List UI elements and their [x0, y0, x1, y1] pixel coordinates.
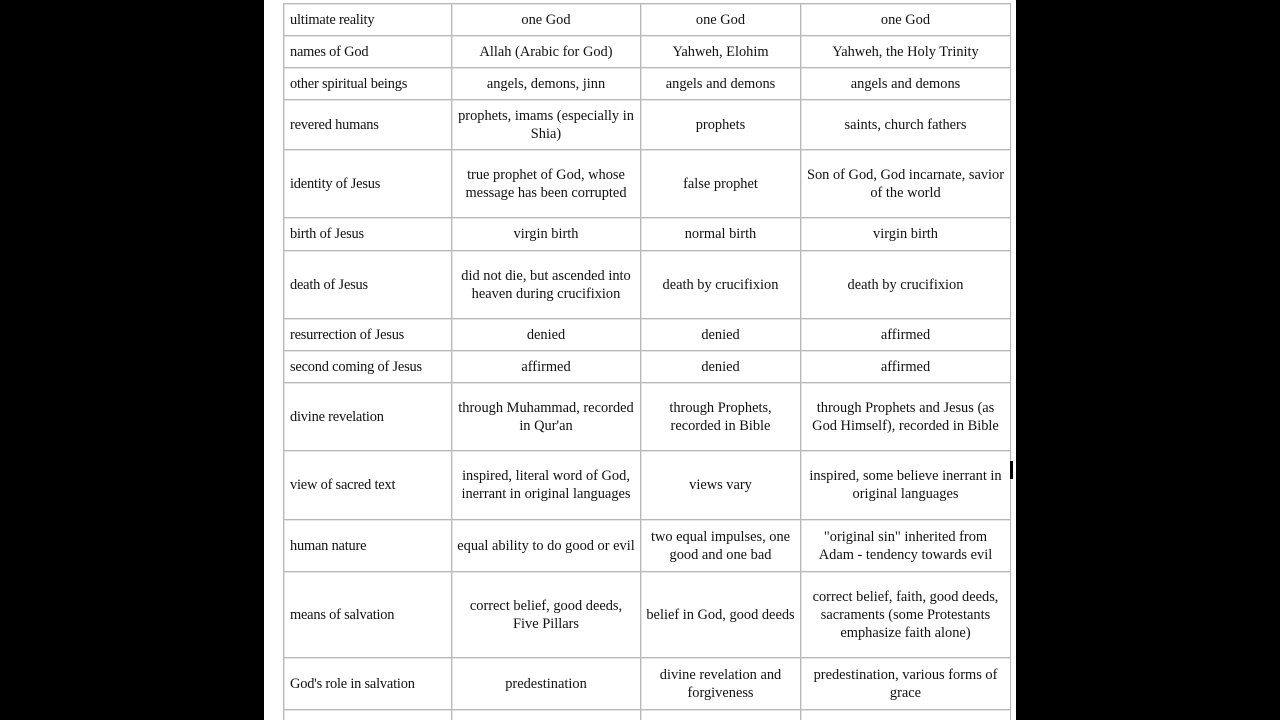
row-label: names of God [284, 36, 452, 68]
islam-cell: correct belief, good deeds, Five Pillars [452, 572, 641, 658]
row-label: God's role in salvation [284, 658, 452, 710]
table-row [284, 4, 1011, 36]
empty-cell [641, 710, 801, 720]
row-label: ultimate reality [284, 4, 452, 36]
text-cursor [1010, 461, 1013, 479]
judaism-cell: divine revelation and forgiveness [641, 658, 801, 710]
judaism-cell: two equal impulses, one good and one bad [641, 520, 801, 572]
judaism-cell: normal birth [641, 218, 801, 251]
table-row [284, 100, 1011, 150]
islam-cell: did not die, but ascended into heaven during crucifixion [452, 251, 641, 319]
christianity-cell: predestination, various forms of grace [801, 658, 1011, 710]
row-label: second coming of Jesus [284, 351, 452, 383]
religion-comparison-table [283, 3, 1011, 720]
judaism-cell: through Prophets, recorded in Bible [641, 383, 801, 451]
document-page [264, 0, 1016, 720]
islam-cell: denied [452, 319, 641, 351]
islam-cell: true prophet of God, whose message has been corrupted [452, 150, 641, 218]
judaism-cell: Yahweh, Elohim [641, 36, 801, 68]
christianity-cell: "original sin" inherited from Adam - tendency towards evil [801, 520, 1011, 572]
islam-cell: equal ability to do good or evil [452, 520, 641, 572]
christianity-cell: virgin birth [801, 218, 1011, 251]
judaism-cell: one God [641, 4, 801, 36]
islam-cell: Allah (Arabic for God) [452, 36, 641, 68]
table-row [284, 572, 1011, 658]
islam-cell: through Muhammad, recorded in Qur'an [452, 383, 641, 451]
table-row [284, 383, 1011, 451]
empty-cell [452, 710, 641, 720]
table-row [284, 319, 1011, 351]
row-label: human nature [284, 520, 452, 572]
judaism-cell: views vary [641, 451, 801, 520]
judaism-cell: denied [641, 319, 801, 351]
christianity-cell: affirmed [801, 319, 1011, 351]
table-row [284, 520, 1011, 572]
table-row [284, 36, 1011, 68]
table-row [284, 351, 1011, 383]
christianity-cell: angels and demons [801, 68, 1011, 100]
judaism-cell: belief in God, good deeds [641, 572, 801, 658]
row-label: divine revelation [284, 383, 452, 451]
christianity-cell: death by crucifixion [801, 251, 1011, 319]
table-row-partial [284, 710, 1011, 720]
table-row [284, 218, 1011, 251]
row-label: other spiritual beings [284, 68, 452, 100]
christianity-cell: Son of God, God incarnate, savior of the world [801, 150, 1011, 218]
empty-cell [801, 710, 1011, 720]
judaism-cell: death by crucifixion [641, 251, 801, 319]
islam-cell: predestination [452, 658, 641, 710]
row-label: revered humans [284, 100, 452, 150]
row-label: means of salvation [284, 572, 452, 658]
table-row [284, 68, 1011, 100]
christianity-cell: inspired, some believe inerrant in original languages [801, 451, 1011, 520]
islam-cell: prophets, imams (especially in Shia) [452, 100, 641, 150]
christianity-cell: correct belief, faith, good deeds, sacraments (some Protestants emphasize faith alone) [801, 572, 1011, 658]
islam-cell: one God [452, 4, 641, 36]
table-row [284, 451, 1011, 520]
table-row [284, 150, 1011, 218]
judaism-cell: denied [641, 351, 801, 383]
table-row [284, 251, 1011, 319]
judaism-cell: prophets [641, 100, 801, 150]
row-label: death of Jesus [284, 251, 452, 319]
row-label: birth of Jesus [284, 218, 452, 251]
christianity-cell: through Prophets and Jesus (as God Himself), recorded in Bible [801, 383, 1011, 451]
islam-cell: virgin birth [452, 218, 641, 251]
row-label: resurrection of Jesus [284, 319, 452, 351]
islam-cell: affirmed [452, 351, 641, 383]
christianity-cell: Yahweh, the Holy Trinity [801, 36, 1011, 68]
row-label: view of sacred text [284, 451, 452, 520]
islam-cell: inspired, literal word of God, inerrant in original languages [452, 451, 641, 520]
christianity-cell: one God [801, 4, 1011, 36]
judaism-cell: angels and demons [641, 68, 801, 100]
table-row [284, 658, 1011, 710]
christianity-cell: saints, church fathers [801, 100, 1011, 150]
judaism-cell: false prophet [641, 150, 801, 218]
christianity-cell: affirmed [801, 351, 1011, 383]
empty-cell [284, 710, 452, 720]
islam-cell: angels, demons, jinn [452, 68, 641, 100]
row-label: identity of Jesus [284, 150, 452, 218]
